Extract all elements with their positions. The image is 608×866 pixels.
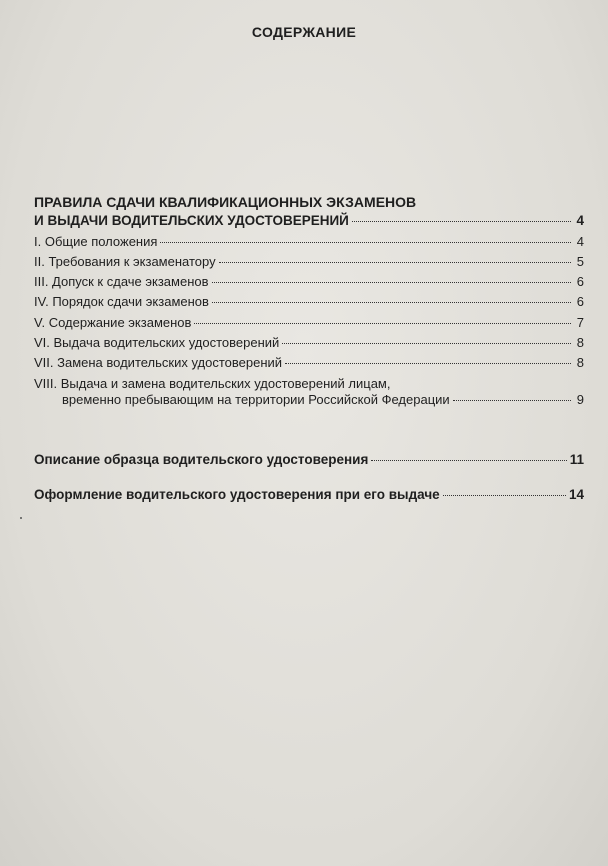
toc-entry-8[interactable]	[62, 392, 584, 408]
toc-page-number: 6	[576, 294, 584, 309]
toc-page-number: 8	[576, 355, 584, 370]
dot-leader	[443, 495, 566, 496]
paper-speck	[20, 517, 22, 519]
dot-leader	[453, 400, 571, 401]
toc-entry-4[interactable]	[34, 294, 584, 310]
toc-entry-7[interactable]	[34, 355, 584, 371]
toc-entry-label: VI. Выдача водительских удостоверений	[34, 335, 280, 350]
dot-leader	[352, 221, 571, 222]
toc-page-number: 7	[576, 315, 584, 330]
toc-entry-label: II. Требования к экзаменатору	[34, 254, 216, 269]
toc-page-number: 5	[576, 254, 584, 269]
toc-entry-2[interactable]	[34, 254, 584, 270]
toc-entry-8-line1[interactable]: VIII. Выдача и замена водительских удостоверений лицам,	[34, 376, 391, 391]
toc-entry-section3[interactable]	[34, 487, 584, 503]
dot-leader	[219, 262, 571, 263]
toc-page-number: 6	[576, 274, 584, 289]
toc-entry-3[interactable]	[34, 274, 584, 290]
toc-entry-section1[interactable]	[34, 213, 584, 229]
toc-entry-label: V. Содержание экзаменов	[34, 315, 192, 330]
toc-entry-section2[interactable]	[34, 452, 584, 468]
dot-leader	[282, 343, 571, 344]
dot-leader	[285, 363, 571, 364]
toc-entry-label: временно пребывающим на территории Российской Федерации	[62, 392, 450, 407]
toc-entry-label: И ВЫДАЧИ ВОДИТЕЛЬСКИХ УДОСТОВЕРЕНИЙ	[34, 213, 349, 228]
toc-page-number: 4	[576, 213, 584, 228]
dot-leader	[212, 282, 571, 283]
toc-entry-1[interactable]	[34, 234, 584, 250]
toc-entry-label: Описание образца водительского удостоверения	[34, 452, 369, 467]
toc-entry-label: III. Допуск к сдаче экзаменов	[34, 274, 209, 289]
toc-page-number: 4	[576, 234, 584, 249]
dot-leader	[212, 302, 571, 303]
page-title: СОДЕРЖАНИЕ	[251, 24, 357, 40]
dot-leader	[371, 460, 566, 461]
toc-entry-5[interactable]	[34, 315, 584, 331]
toc-page-number: 9	[576, 392, 584, 407]
dot-leader	[194, 323, 571, 324]
toc-entry-label: VII. Замена водительских удостоверений	[34, 355, 283, 370]
toc-page-number: 14	[568, 487, 584, 502]
toc-page-number: 11	[569, 452, 584, 467]
toc-entry-label: I. Общие положения	[34, 234, 158, 249]
toc-entry-label: Оформление водительского удостоверения при его выдаче	[34, 487, 440, 502]
toc-entry-6[interactable]	[34, 335, 584, 351]
toc-page-number: 8	[576, 335, 584, 350]
toc-entry-label: IV. Порядок сдачи экзаменов	[34, 294, 209, 309]
dot-leader	[160, 242, 571, 243]
section-heading-line1: ПРАВИЛА СДАЧИ КВАЛИФИКАЦИОННЫХ ЭКЗАМЕНОВ	[34, 194, 417, 210]
